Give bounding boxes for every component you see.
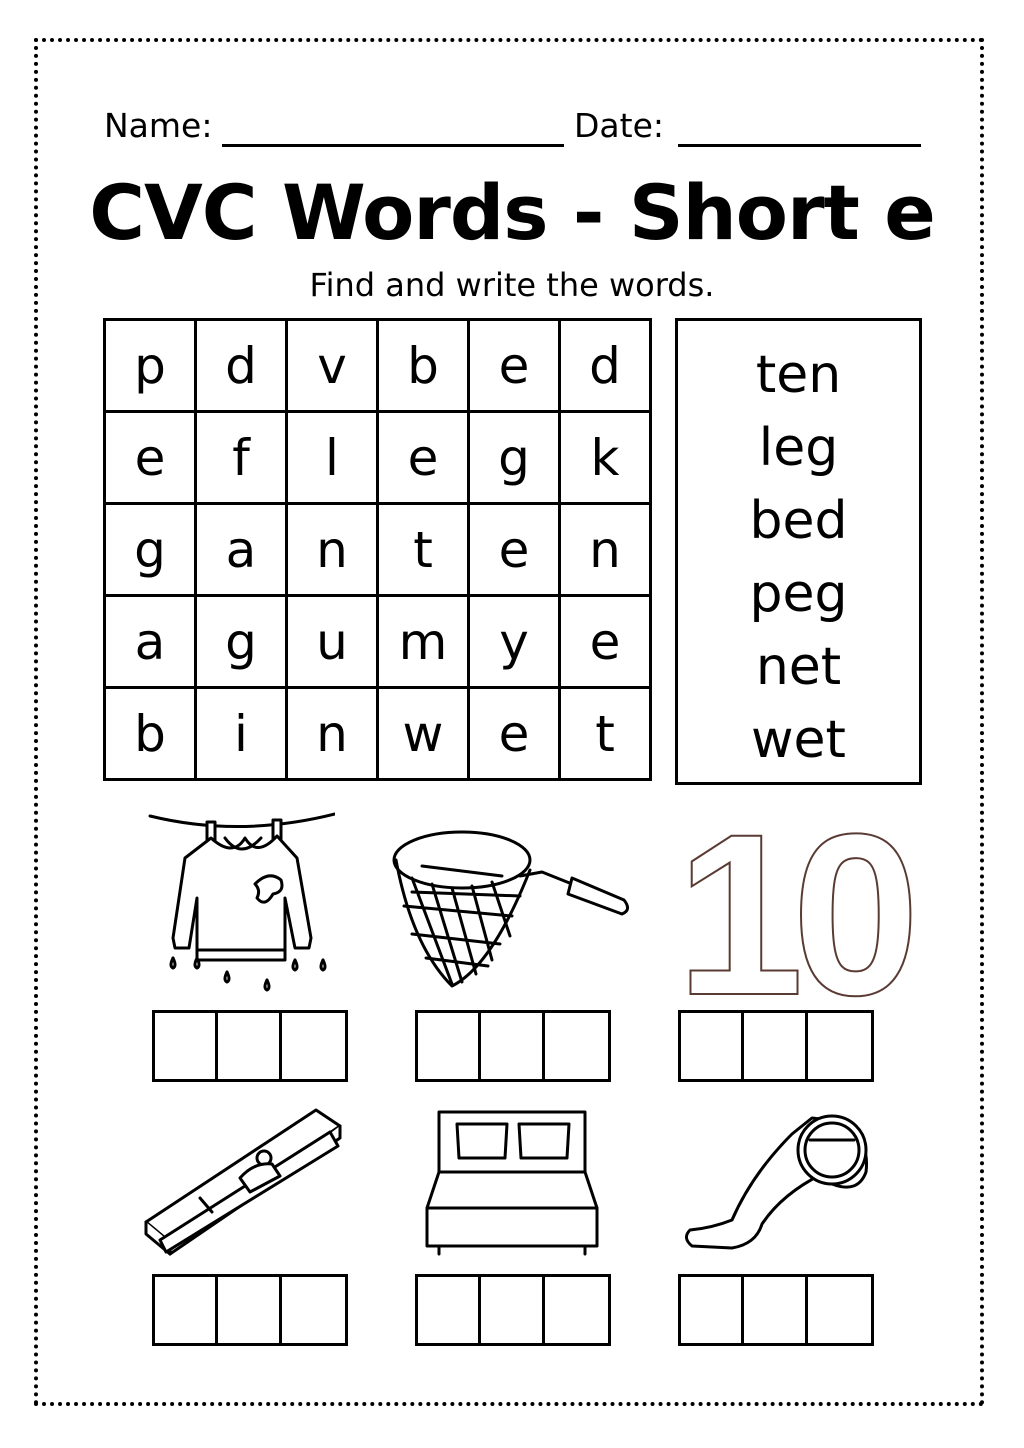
grid-cell[interactable]: e <box>469 504 560 596</box>
answer-letter-box[interactable] <box>808 1013 871 1079</box>
answer-boxes <box>152 1010 348 1082</box>
word-list-item: ten <box>755 345 842 405</box>
net-icon <box>392 826 637 990</box>
grid-cell[interactable]: v <box>287 320 378 412</box>
grid-cell[interactable]: n <box>287 688 378 780</box>
answer-letter-box[interactable] <box>681 1277 744 1343</box>
grid-cell[interactable]: y <box>469 596 560 688</box>
wet-sweater-icon <box>145 808 335 1000</box>
grid-cell[interactable]: a <box>105 596 196 688</box>
answer-letter-box[interactable] <box>545 1277 608 1343</box>
name-label: Name: <box>104 106 213 145</box>
grid-cell[interactable]: u <box>287 596 378 688</box>
grid-cell[interactable]: t <box>560 688 651 780</box>
answer-letter-box[interactable] <box>481 1277 544 1343</box>
answer-letter-box[interactable] <box>282 1013 345 1079</box>
grid-cell[interactable]: n <box>560 504 651 596</box>
answer-boxes <box>678 1274 874 1346</box>
grid-row <box>105 688 651 780</box>
grid-cell[interactable]: k <box>560 412 651 504</box>
grid-cell[interactable]: n <box>287 504 378 596</box>
word-list-item: net <box>755 637 842 697</box>
grid-cell[interactable]: b <box>105 688 196 780</box>
word-list-item: bed <box>749 491 848 551</box>
answer-boxes <box>152 1274 348 1346</box>
grid-cell[interactable]: e <box>469 320 560 412</box>
answer-letter-box[interactable] <box>418 1277 481 1343</box>
answer-letter-box[interactable] <box>282 1277 345 1343</box>
grid-cell[interactable]: d <box>196 320 287 412</box>
answer-boxes <box>678 1010 874 1082</box>
grid-row <box>105 596 651 688</box>
date-line[interactable] <box>678 144 921 147</box>
answer-boxes <box>415 1274 611 1346</box>
answer-letter-box[interactable] <box>155 1013 218 1079</box>
grid-cell[interactable]: a <box>196 504 287 596</box>
grid-row <box>105 320 651 412</box>
answer-letter-box[interactable] <box>545 1013 608 1079</box>
leg-icon <box>682 1114 872 1260</box>
grid-cell[interactable]: e <box>378 412 469 504</box>
answer-letter-box[interactable] <box>155 1277 218 1343</box>
answer-letter-box[interactable] <box>218 1277 281 1343</box>
answer-letter-box[interactable] <box>481 1013 544 1079</box>
answer-letter-box[interactable] <box>744 1013 807 1079</box>
grid-cell[interactable]: w <box>378 688 469 780</box>
word-list-item: leg <box>758 418 839 478</box>
worksheet-title: CVC Words - Short e <box>89 168 935 257</box>
grid-cell[interactable]: d <box>560 320 651 412</box>
grid-cell[interactable]: t <box>378 504 469 596</box>
answer-letter-box[interactable] <box>418 1013 481 1079</box>
grid-row <box>105 504 651 596</box>
word-list-box <box>675 318 922 785</box>
grid-cell[interactable]: g <box>469 412 560 504</box>
word-list-item: wet <box>751 710 846 770</box>
grid-cell[interactable]: g <box>196 596 287 688</box>
word-list-item: peg <box>749 564 848 624</box>
date-label: Date: <box>574 106 664 145</box>
bed-icon <box>425 1108 600 1258</box>
answer-letter-box[interactable] <box>681 1013 744 1079</box>
name-line[interactable] <box>222 144 564 147</box>
answer-letter-box[interactable] <box>744 1277 807 1343</box>
grid-cell[interactable]: b <box>378 320 469 412</box>
grid-row <box>105 412 651 504</box>
grid-cell[interactable]: g <box>105 504 196 596</box>
answer-boxes <box>415 1010 611 1082</box>
grid-cell[interactable]: e <box>560 596 651 688</box>
peg-icon <box>140 1102 345 1262</box>
answer-letter-box[interactable] <box>808 1277 871 1343</box>
grid-cell[interactable]: e <box>469 688 560 780</box>
name-date-row <box>104 106 924 154</box>
instructions: Find and write the words. <box>309 266 715 304</box>
grid-cell[interactable]: p <box>105 320 196 412</box>
grid-cell[interactable]: l <box>287 412 378 504</box>
word-search-grid <box>103 318 652 781</box>
grid-cell[interactable]: m <box>378 596 469 688</box>
grid-cell[interactable]: e <box>105 412 196 504</box>
grid-cell[interactable]: i <box>196 688 287 780</box>
grid-cell[interactable]: f <box>196 412 287 504</box>
number-ten-icon: 10 <box>676 786 908 1043</box>
answer-letter-box[interactable] <box>218 1013 281 1079</box>
